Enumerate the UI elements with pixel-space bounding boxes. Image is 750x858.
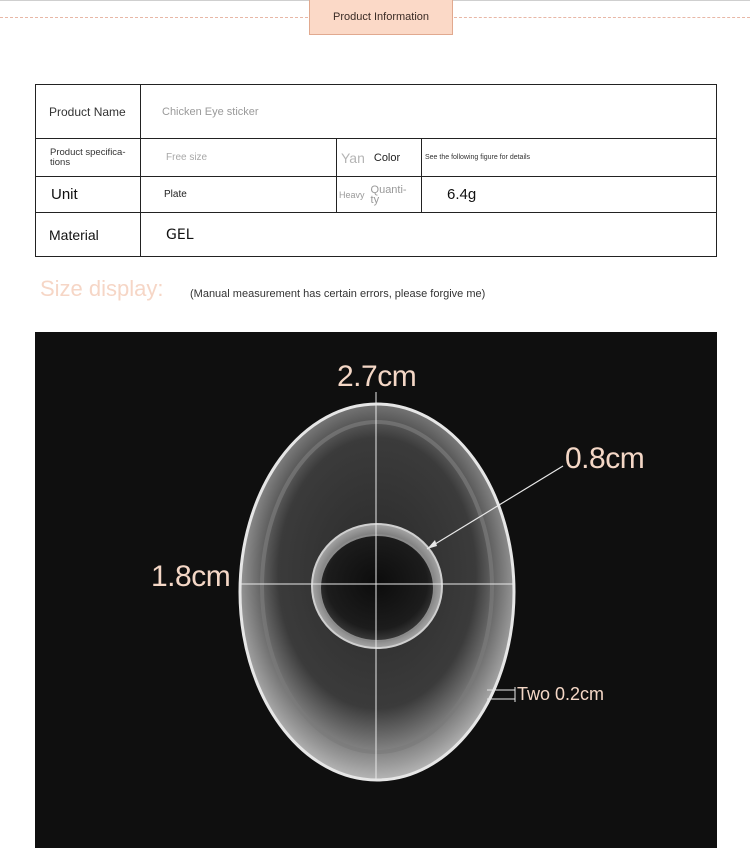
unit-value-cell [141, 177, 336, 212]
table-row [36, 177, 716, 213]
gel-center-hole [320, 535, 434, 641]
table-row [36, 139, 716, 177]
unit-label: Unit [51, 186, 78, 203]
color-value-cell [422, 139, 716, 176]
dimension-thickness-label: Two 0.2cm [517, 684, 605, 704]
table-row [36, 85, 716, 139]
color-label: Color [373, 151, 401, 164]
unit-value: Plate [164, 189, 187, 200]
eye-sticker-illustration [35, 332, 717, 848]
heavy-text: Heavy [339, 189, 365, 200]
product-name-value-cell [141, 85, 716, 138]
table-row [36, 213, 716, 256]
dimension-width-label: 1.8cm [151, 560, 231, 593]
spec-label-line1: Product specifica- [50, 146, 126, 158]
quantity-value: 6.4g [447, 186, 477, 203]
spec-label-line2: tions [50, 156, 71, 168]
product-name-label: Product Name [49, 104, 126, 119]
material-label-cell [36, 213, 140, 256]
size-display-note: (Manual measurement has certain errors, please forgive me) [190, 288, 486, 300]
dimension-hole-label: 0.8cm [565, 442, 645, 475]
dimension-height-label: 2.7cm [337, 360, 417, 393]
spec-value-cell [141, 139, 336, 176]
product-spec-table [35, 84, 717, 257]
material-value: GEL [166, 226, 194, 243]
quantity-label-line1: Quanti- [370, 183, 407, 196]
header-divider-right [454, 17, 750, 18]
header-title: Product Information [309, 0, 453, 35]
yan-text: Yan [341, 149, 365, 166]
unit-label-cell [36, 177, 140, 212]
spec-label-cell [36, 139, 140, 176]
product-photo [35, 332, 717, 848]
quantity-value-cell [422, 177, 716, 212]
quantity-label-cell [337, 177, 421, 212]
color-value: See the following figure for details [425, 154, 531, 161]
material-value-cell [141, 213, 716, 256]
product-name-label-cell [36, 85, 140, 138]
product-name-value: Chicken Eye sticker [162, 105, 259, 118]
header-divider-left [0, 17, 308, 18]
size-display-title: Size display: [40, 276, 164, 301]
spec-value: Free size [166, 152, 208, 163]
material-label: Material [49, 226, 99, 243]
quantity-label-line2: ty [370, 193, 380, 206]
color-label-cell [337, 139, 421, 176]
